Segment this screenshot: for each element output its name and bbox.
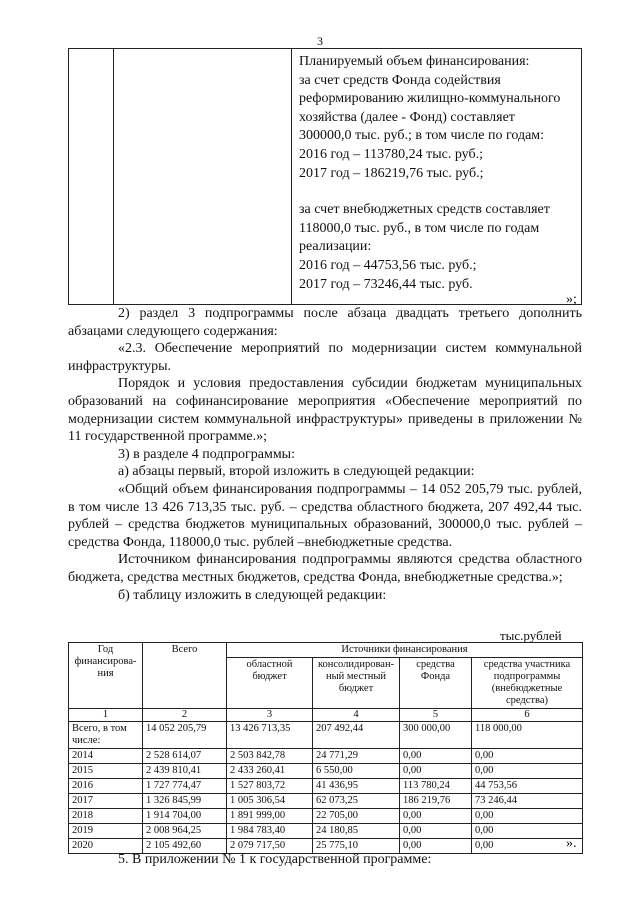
table-cell: 1 914 704,00 bbox=[143, 809, 227, 824]
table-cell: Всего, в том числе: bbox=[69, 722, 143, 749]
financing-line: 2016 год – 44753,56 тыс. руб.; bbox=[299, 257, 477, 273]
table-cell: 2 079 717,50 bbox=[227, 839, 313, 854]
header-year: Год финансирова-ния bbox=[69, 643, 143, 709]
table-row bbox=[69, 809, 583, 824]
table-cell: 1 984 783,40 bbox=[227, 824, 313, 839]
financing-line: 118000,0 тыс. руб., в том числе по годам bbox=[299, 220, 540, 236]
table-cell: 2 008 964,25 bbox=[143, 824, 227, 839]
table-closing-quote: ». bbox=[566, 836, 577, 851]
table-row bbox=[69, 779, 583, 794]
table-cell: 24 771,29 bbox=[313, 749, 400, 764]
financing-line: 2017 год – 186219,76 тыс. руб.; bbox=[299, 165, 484, 181]
table-cell: 0,00 bbox=[400, 809, 472, 824]
table-cell: 2015 bbox=[69, 764, 143, 779]
table-cell: 2014 bbox=[69, 749, 143, 764]
table-cell: 25 775,10 bbox=[313, 839, 400, 854]
table-cell: 62 073,25 bbox=[313, 794, 400, 809]
table-cell: 118 000,00 bbox=[472, 722, 583, 749]
financing-line: Планируемый объем финансирования: bbox=[299, 54, 530, 69]
financing-box-table bbox=[68, 48, 582, 305]
table-cell: 2 528 614,07 bbox=[143, 749, 227, 764]
funding-table bbox=[68, 642, 583, 854]
table-cell: 2 439 810,41 bbox=[143, 764, 227, 779]
footer-paragraph: 5. В приложении № 1 к государственной программе: bbox=[118, 852, 432, 867]
paragraph: 3) в разделе 4 подпрограммы: bbox=[118, 446, 295, 462]
paragraph: Источником финансирования подпрограммы являются средства областного бюджета, средства местных бюджетов, средства Фонда, внебюджетные средства.»; bbox=[68, 552, 582, 585]
column-number: 4 bbox=[313, 709, 400, 722]
financing-line: реформированию жилищно-коммунального bbox=[299, 91, 561, 107]
table-cell: 0,00 bbox=[472, 824, 583, 839]
table-cell: 2017 bbox=[69, 794, 143, 809]
empty-cell-2 bbox=[114, 49, 292, 305]
financing-text-cell bbox=[292, 49, 582, 305]
table-cell: 2 503 842,78 bbox=[227, 749, 313, 764]
table-row bbox=[69, 794, 583, 809]
document-body bbox=[68, 305, 582, 604]
financing-line: 300000,0 тыс. руб.; в том числе по годам: bbox=[299, 128, 545, 144]
header-regional-budget: областной бюджет bbox=[227, 658, 313, 709]
paragraph: 2) раздел 3 подпрограммы после абзаца двадцать третьего дополнить абзацами следующего содержания: bbox=[68, 306, 582, 339]
header-sources: Источники финансирования bbox=[227, 643, 583, 658]
table-cell: 6 550,00 bbox=[313, 764, 400, 779]
header-fund: средства Фонда bbox=[400, 658, 472, 709]
paragraph: б) таблицу изложить в следующей редакции: bbox=[118, 587, 387, 603]
table-cell: 2 433 260,41 bbox=[227, 764, 313, 779]
table-cell: 1 891 999,00 bbox=[227, 809, 313, 824]
table-row-total bbox=[69, 722, 583, 749]
header-total: Всего bbox=[143, 643, 227, 709]
table-cell: 0,00 bbox=[472, 749, 583, 764]
financing-line: хозяйства (далее - Фонд) составляет bbox=[299, 109, 515, 125]
financing-line: за счет внебюджетных средств составляет bbox=[299, 202, 550, 218]
table-cell: 0,00 bbox=[472, 764, 583, 779]
financing-gap bbox=[299, 183, 575, 201]
table-cell: 207 492,44 bbox=[313, 722, 400, 749]
paragraph: а) абзацы первый, второй изложить в следующей редакции: bbox=[118, 464, 475, 480]
table-cell: 2016 bbox=[69, 779, 143, 794]
empty-cell-1 bbox=[69, 49, 114, 305]
table-cell: 0,00 bbox=[400, 839, 472, 854]
table-cell: 22 705,00 bbox=[313, 809, 400, 824]
column-number: 5 bbox=[400, 709, 472, 722]
table-cell: 13 426 713,35 bbox=[227, 722, 313, 749]
table-cell: 0,00 bbox=[400, 749, 472, 764]
paragraph: «2.3. Обеспечение мероприятий по модернизации систем коммунальной инфраструктуры. bbox=[68, 341, 582, 374]
table-cell: 300 000,00 bbox=[400, 722, 472, 749]
closing-quote: »; bbox=[566, 292, 577, 307]
table-cell: 1 527 803,72 bbox=[227, 779, 313, 794]
table-row bbox=[69, 764, 583, 779]
table-cell: 2 105 492,60 bbox=[143, 839, 227, 854]
table-cell: 73 246,44 bbox=[472, 794, 583, 809]
column-number: 1 bbox=[69, 709, 143, 722]
page-number: 3 bbox=[317, 34, 323, 48]
table-cell: 2018 bbox=[69, 809, 143, 824]
table-cell: 0,00 bbox=[472, 839, 583, 854]
table-cell: 1 727 774,47 bbox=[143, 779, 227, 794]
column-number: 3 bbox=[227, 709, 313, 722]
table-cell: 44 753,56 bbox=[472, 779, 583, 794]
table-cell: 1 326 845,99 bbox=[143, 794, 227, 809]
financing-line: 2016 год – 113780,24 тыс. руб.; bbox=[299, 146, 483, 162]
table-cell: 2020 bbox=[69, 839, 143, 854]
column-number: 6 bbox=[472, 709, 583, 722]
table-row bbox=[69, 824, 583, 839]
table-cell: 1 005 306,54 bbox=[227, 794, 313, 809]
table-cell: 2019 bbox=[69, 824, 143, 839]
column-number-row bbox=[69, 709, 583, 722]
column-number: 2 bbox=[143, 709, 227, 722]
header-participants: средства участника подпрограммы (внебюджетные средства) bbox=[472, 658, 583, 709]
table-row bbox=[69, 749, 583, 764]
header-local-budget: консолидирован-ный местный бюджет bbox=[313, 658, 400, 709]
financing-line: за счет средств Фонда содействия bbox=[299, 72, 501, 88]
table-cell: 0,00 bbox=[400, 764, 472, 779]
table-cell: 41 436,95 bbox=[313, 779, 400, 794]
units-label: тыс.рублей bbox=[500, 628, 562, 643]
table-cell: 0,00 bbox=[472, 809, 583, 824]
financing-line: 2017 год – 73246,44 тыс. руб. bbox=[299, 276, 473, 292]
paragraph: «Общий объем финансирования подпрограммы – 14 052 205,79 тыс. рублей, в том числе 13 426 713,35 тыс. руб. – средства областного бюджета, 207 492,44 тыс. рублей – средства бюджетов муниципальных образований, 300000,0 тыс. рублей – средства Фонда, 118000,0 тыс. рублей –внебюджетные средства. bbox=[68, 481, 582, 550]
table-cell: 186 219,76 bbox=[400, 794, 472, 809]
table-cell: 0,00 bbox=[400, 824, 472, 839]
table-cell: 24 180,85 bbox=[313, 824, 400, 839]
table-cell: 113 780,24 bbox=[400, 779, 472, 794]
financing-line: реализации: bbox=[299, 239, 372, 255]
table-cell: 14 052 205,79 bbox=[143, 722, 227, 749]
paragraph: Порядок и условия предоставления субсидии бюджетам муниципальных образований на софинансирование мероприятия «Обеспечение мероприятий по модернизации систем коммунальной инфраструктуры» приведены в приложении № 11 государственной программе.»; bbox=[68, 376, 582, 445]
